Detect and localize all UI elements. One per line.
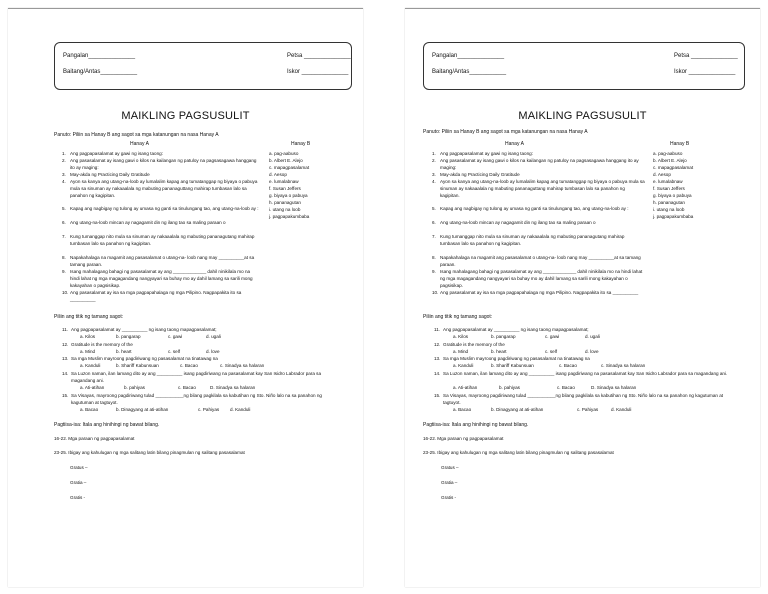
petsa-field: Petsa ______________ — [287, 53, 351, 59]
matching-item: 8. Napakahalaga na magamit ang pasasalamat o utang-na- loob nang may __________at sa tamang paraan. — [62, 255, 255, 267]
iskor-field: Iskor ______________ — [674, 69, 736, 75]
header-box — [54, 42, 352, 90]
matching-item: 8. Napakahalaga na magamit ang pasasalamat o utang-na- loob nang may __________at sa tamang paraan. — [432, 255, 641, 267]
option: a. Kanduli — [80, 363, 101, 368]
answer-choice: j. pagpapakumbaba — [653, 214, 694, 219]
option: c. Pahiyas — [198, 407, 220, 412]
matching-item: 9. Isang mahalagang bahagi ng pasasalamat ay ang _____________ dahil ninikilala mo na hindi lahat ng mga magagandang nangyayari sa buhay mo ay dahil lamang sa sarili mong kakayahan o pagsisikap. — [62, 269, 253, 288]
mc-question: 15. Sa Visayas, mayroong pagdiriwang tulad ___________ng bilang pagkilala sa kabutihan ng Sto. Niño lalo na sa panahon ng kagutuman at tagtuyot. — [62, 393, 322, 405]
matching-item: 1. Ang pagpapasalamat ay gawi ng isang taong: — [432, 151, 533, 156]
mc-question: 15. Sa Visayas, mayroong pagdiriwang tulad ___________ng bilang pagkilala sa kabutihan ng Sto. Niño lalo na sa panahon ng kagutuman at tagtuyot. — [434, 393, 724, 405]
iskor-field: Iskor ______________ — [287, 69, 349, 75]
matching-item: 9. Isang mahalagang bahagi ng pasasalamat ay ang _____________ dahil ninikilala mo na hindi lahat ng mga magagandang nangyayari sa buhay mo ay dahil lamang sa sarili mong kakayahan o pagsisikap. — [432, 269, 643, 288]
answer-choice: a. pag-aabuso — [269, 151, 299, 156]
answer-choice: i. utang na loob — [269, 207, 301, 212]
option: b. pangarap — [491, 334, 516, 339]
matching-item: 5. Kapag ang nagbigay ng tulong ay umasa ng ganti sa tinulungang tao, ang utang-na-loob ay : — [432, 206, 629, 211]
mc-question: 13. Sa mga Muslim mayroong pagdiriwang ng pasasalamat na tinatawag na — [62, 356, 218, 361]
option: a. Kilos — [80, 334, 96, 339]
answer-choice: f. Susan Jeffers — [269, 186, 301, 191]
option: D. Sinadya sa halaran — [591, 385, 637, 390]
option: b. Shariff Kabunsuan — [491, 363, 534, 368]
term-gratus: Gratus – — [441, 465, 459, 470]
matching-item: 10. Ang pasasalamat ay isa sa mga pagpapahalaga ng mga Pilipino. Nagpapakita ito sa __________ — [432, 290, 639, 295]
answer-choice: b. Albert E. Alejo — [269, 158, 303, 163]
hanay-b-header: Hanay B — [670, 141, 690, 147]
page-title: MAIKLING PAGSUSULIT — [121, 110, 250, 122]
option: d. Kanduli — [230, 407, 251, 412]
hanay-b-header: Hanay B — [291, 141, 311, 147]
term-gratis: Gratis - — [441, 495, 457, 500]
option: d. ugali — [585, 334, 600, 339]
hanay-a-header: Hanay A — [130, 141, 149, 147]
answer-choice: e. lumalabnaw — [269, 179, 299, 184]
matching-item: 6. Ang utang-na-loob mincan ay nagagamit din ng ilang tao sa maling paraan o — [432, 220, 596, 225]
baitang-field: Baitang/Antas___________ — [432, 69, 507, 75]
header-box — [423, 42, 745, 90]
matching-item: 2. Ang pasasalamat ay isang gawi o kilos na kailangan ng patuloy na pagsasagawa hanggang ito ay maging: — [432, 158, 639, 170]
pangalan-field: Pangalan______________ — [432, 53, 505, 59]
pangalan-field: Pangalan______________ — [63, 53, 136, 59]
matching-instruction: Panuto: Piliin sa Hanay B ang sagot sa mga katanungan na nasa Hanay A — [54, 132, 219, 138]
term-gratia: Gratia – — [441, 480, 458, 485]
matching-item: 5. Kapag ang nagbigay ng tulong ay umasa ng ganti sa tinulungang tao, ang utang-na-loob ay : — [62, 206, 259, 211]
worksheet-page-right — [405, 8, 760, 587]
answer-choice: j. pagpapakumbaba — [269, 214, 310, 219]
mc-question: 14. Sa Luzon naman, ilan lamang dito ay ang __________ isang pagdiriwang na pasasalamat kay San Isidro Labrador para sa magandang ani. — [434, 371, 728, 376]
matching-item: 7. Kung tumanggap nito mula sa sinuman ay nakaaalala ng mabuting pananagutang mahirap tumbasan lalo sa panahon ng kagipitan. — [62, 234, 255, 246]
mc-question: 11. Ang pagpapasalamat ay __________ ng isang taong mapagpasalamat; — [434, 327, 589, 332]
option: a. Kilos — [453, 334, 469, 339]
essay-instruction: Pagtiisa-isa: Itala ang hinihingi ng bawat bilang. — [54, 422, 160, 428]
answer-choice: d. Aesop — [653, 172, 671, 177]
option: c. Bacao — [180, 363, 198, 368]
option: b. heart — [491, 349, 507, 354]
option: a. Mind — [453, 349, 469, 354]
option: c. Pahiyas — [577, 407, 599, 412]
essay-item-16-22: 16-22. Mga paraan ng pagpapasalamat — [423, 436, 504, 441]
mc-question: 11. Ang pagpapasalamat ay __________ ng isang taong mapagpasalamat; — [62, 327, 217, 332]
term-gratis: Gratis - — [70, 495, 86, 500]
answer-choice: i. utang na loob — [653, 207, 685, 212]
answer-choice: e. lumalabnaw — [653, 179, 683, 184]
option: c. Sinadya sa halaran — [601, 363, 646, 368]
option: b. heart — [116, 349, 132, 354]
option: c. Bacao — [559, 363, 577, 368]
option: a. Ati-atihan — [453, 385, 478, 390]
answer-choice: h. pananagutan — [653, 200, 685, 205]
matching-item: 7. Kung tumanggap nito mula sa sinuman ay nakaaalala ng mabuting pananagutang mahirap tumbasan lalo sa panahon ng kagipitan. — [432, 234, 625, 246]
term-gratia: Gratia – — [70, 480, 87, 485]
essay-instruction: Pagtiisa-isa: Itala ang hinihingi ng bawat bilang. — [423, 422, 529, 428]
option: a. Kanduli — [453, 363, 474, 368]
option: b. pahiyas — [499, 385, 520, 390]
answer-choice: a. pag-aabuso — [653, 151, 683, 156]
option: d. love — [585, 349, 599, 354]
matching-item: 6. Ang utang-na-loob mincan ay nagagamit din ng ilang tao sa maling paraan o — [62, 220, 226, 225]
answer-choice: c. mapagpasalamat — [653, 165, 694, 170]
option: d. love — [206, 349, 220, 354]
matching-item: 10. Ang pasasalamat ay isa sa mga pagpapahalaga ng mga Pilipino. Nagpapakita ito sa __________ — [62, 290, 242, 302]
option: a. Ati-atihan — [80, 385, 105, 390]
option: c. gawi — [168, 334, 183, 339]
option: c. Bacao — [557, 385, 575, 390]
matching-item: 1. Ang pagpapasalamat ay gawi ng isang taong: — [62, 151, 163, 156]
mc-question: 14. Sa Luzon naman, ilan lamang dito ay ang __________ isang pagdiriwang na pasasalamat kay San Isidro Labrador para sa magandang ani. — [62, 371, 322, 383]
essay-item-23-25: 23-25. Ibigay ang kahulugan ng mga salitang latin bilang pinagmulan ng salitang pasasalamat — [423, 450, 614, 455]
matching-item: 2. Ang pasasalamat ay isang gawi o kilos na kailangan ng patuloy na pagsasagawa hanggang ito ay maging: — [62, 158, 257, 170]
essay-item-16-22: 16-22. Mga paraan ng pagpapasalamat — [54, 436, 135, 441]
page-title: MAIKLING PAGSUSULIT — [518, 110, 647, 122]
mc-instruction: Piliin ang titik ng tamang sagot: — [423, 314, 493, 320]
answer-choice: g. biyaya o pabuya — [653, 193, 692, 198]
matching-item: 4. Ayon sa kanya ang utang-na-loob ay lumalalim kapag ang tumatanggap ng biyaya o pabuya mula sa sinuman ay nakaaalala ng mabuting pananaguttang mahirap tumbasan lalo sa panahon ng kagipitan. — [62, 179, 258, 198]
answer-choice: h. pananagutan — [269, 200, 301, 205]
mc-instruction: Piliin ang titik ng tamang sagot: — [54, 314, 124, 320]
answer-choice: f. Susan Jeffers — [653, 186, 685, 191]
option: d. ugali — [206, 334, 221, 339]
mc-question: 12. Gratitude is the memory of the — [62, 342, 133, 347]
option: c. gawi — [545, 334, 560, 339]
option: b. pangarap — [116, 334, 141, 339]
essay-item-23-25: 23-25. Ibigay ang kahulugan ng mga salitang latin bilang pinagmulan ng salitang pasasalamat — [54, 450, 245, 455]
option: a. Bacao — [80, 407, 99, 412]
petsa-field: Petsa ______________ — [674, 53, 738, 59]
option: c. self — [545, 349, 557, 354]
answer-choice: g. biyaya o pabuya — [269, 193, 308, 198]
matching-item: 4. Ayon sa kanya ang utang-na-loob ay lumalalim kapag ang tumatanggap ng biyaya o pabuya mula sa sinuman ay nakaaalala ng mabuting pananaguttang mahirap tumbasan lalo sa panahon ng kagipitan. — [432, 179, 645, 198]
baitang-field: Baitang/Antas___________ — [63, 69, 138, 75]
option: a. Mind — [80, 349, 96, 354]
answer-choice: b. Albert E. Alejo — [653, 158, 687, 163]
term-gratus: Gratus – — [70, 465, 88, 470]
mc-question: 12. Gratitude is the memory of the — [434, 342, 505, 347]
option: c. Sinadya sa halaran — [220, 363, 265, 368]
matching-item: 3. May-akda ng Practicing Daily Gratitude — [62, 172, 150, 177]
matching-instruction: Panuto: Piliin sa Hanay B ang sagot sa mga katanungan na nasa Hanay A — [423, 129, 588, 135]
option: D. Sinadya sa halaran — [210, 385, 256, 390]
matching-item: 3. May-akda ng Practicing Daily Gratitude — [432, 172, 520, 177]
option: b. Dinagyang at ati-atihan — [491, 407, 544, 412]
option: c. Bacao — [178, 385, 196, 390]
option: a. Bacao — [453, 407, 472, 412]
option: d. Kanduli — [611, 407, 632, 412]
answer-choice: d. Aesop — [269, 172, 287, 177]
hanay-a-header: Hanay A — [505, 141, 524, 147]
answer-choice: c. mapagpasalamat — [269, 165, 310, 170]
option: b. pahiyas — [124, 385, 145, 390]
option: c. self — [168, 349, 180, 354]
mc-question: 13. Sa mga Muslim mayroong pagdiriwang ng pasasalamat na tinatawag na — [434, 356, 590, 361]
option: b. Dinagyang at ati-atihan — [116, 407, 169, 412]
option: b. Shariff Kabunsuan — [116, 363, 159, 368]
worksheet-page-left — [8, 8, 363, 587]
